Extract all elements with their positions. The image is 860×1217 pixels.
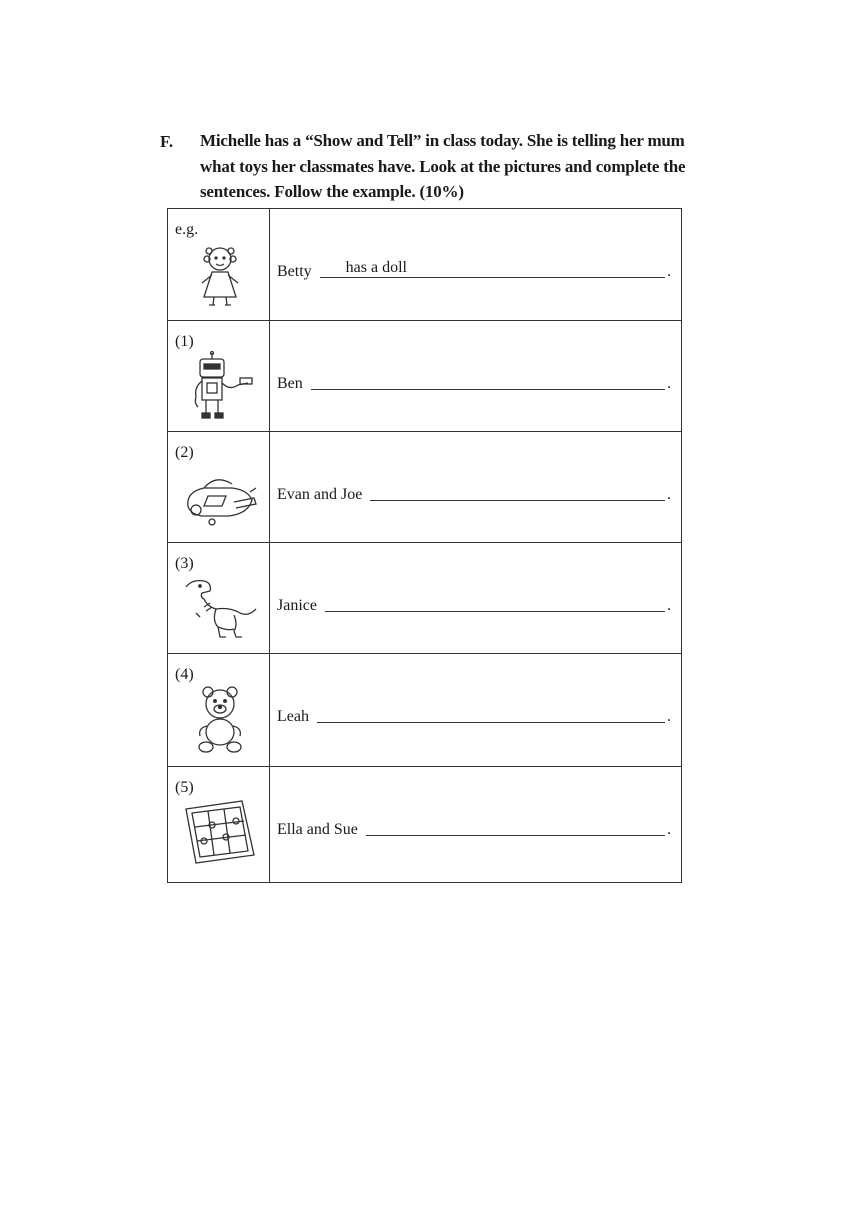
period: .	[667, 375, 671, 392]
sentence-cell	[270, 767, 682, 883]
example-answer: has a doll	[345, 259, 407, 276]
table-row	[168, 209, 682, 321]
student-name: Ella and Sue	[277, 821, 358, 838]
sentence	[277, 815, 671, 839]
dinosaur-icon	[182, 573, 258, 643]
sentence-cell	[270, 321, 682, 432]
picture-cell	[168, 767, 270, 883]
sentence-cell	[270, 432, 682, 543]
student-name: Ben	[277, 375, 303, 392]
table-row	[168, 767, 682, 883]
row-label: (5)	[175, 779, 194, 796]
answer-blank[interactable]	[311, 369, 665, 390]
section-instructions: Michelle has a “Show and Tell” in class today. She is telling her mum what toys her classmates have. Look at the pictures and complete the sentences. Follow the example. (10%)	[200, 131, 686, 201]
answer-blank[interactable]	[366, 815, 665, 836]
picture-cell	[168, 654, 270, 767]
picture-cell	[168, 543, 270, 654]
sentence	[277, 591, 671, 615]
student-name: Janice	[277, 597, 317, 614]
picture-cell	[168, 321, 270, 432]
sentence	[277, 257, 671, 281]
row-label: (2)	[175, 444, 194, 461]
answer-blank[interactable]	[370, 480, 665, 501]
sentence-cell	[270, 543, 682, 654]
table-row	[168, 543, 682, 654]
table-row	[168, 654, 682, 767]
student-name: Leah	[277, 708, 309, 725]
worksheet-table	[167, 208, 682, 883]
period: .	[667, 821, 671, 838]
period: .	[667, 263, 671, 280]
row-label: e.g.	[175, 221, 199, 238]
picture-cell	[168, 209, 270, 321]
answer-blank[interactable]	[325, 591, 665, 612]
period: .	[667, 708, 671, 725]
airplane-icon	[182, 462, 258, 532]
sentence-cell	[270, 209, 682, 321]
row-label: (4)	[175, 666, 194, 683]
student-name: Betty	[277, 263, 312, 280]
sentence	[277, 702, 671, 726]
section-heading	[160, 128, 700, 205]
row-label: (1)	[175, 333, 194, 350]
picture-cell	[168, 432, 270, 543]
answer-blank[interactable]	[320, 257, 665, 278]
table-row	[168, 432, 682, 543]
robot-icon	[182, 351, 258, 421]
sentence	[277, 369, 671, 393]
jigsaw-puzzle-icon	[182, 797, 258, 867]
period: .	[667, 486, 671, 503]
answer-blank[interactable]	[317, 702, 665, 723]
teddy-bear-icon	[182, 684, 258, 754]
row-label: (3)	[175, 555, 194, 572]
period: .	[667, 597, 671, 614]
student-name: Evan and Joe	[277, 486, 363, 503]
table-row	[168, 321, 682, 432]
doll-icon	[182, 239, 258, 309]
section-letter: F.	[160, 132, 174, 151]
sentence-cell	[270, 654, 682, 767]
sentence	[277, 480, 671, 504]
